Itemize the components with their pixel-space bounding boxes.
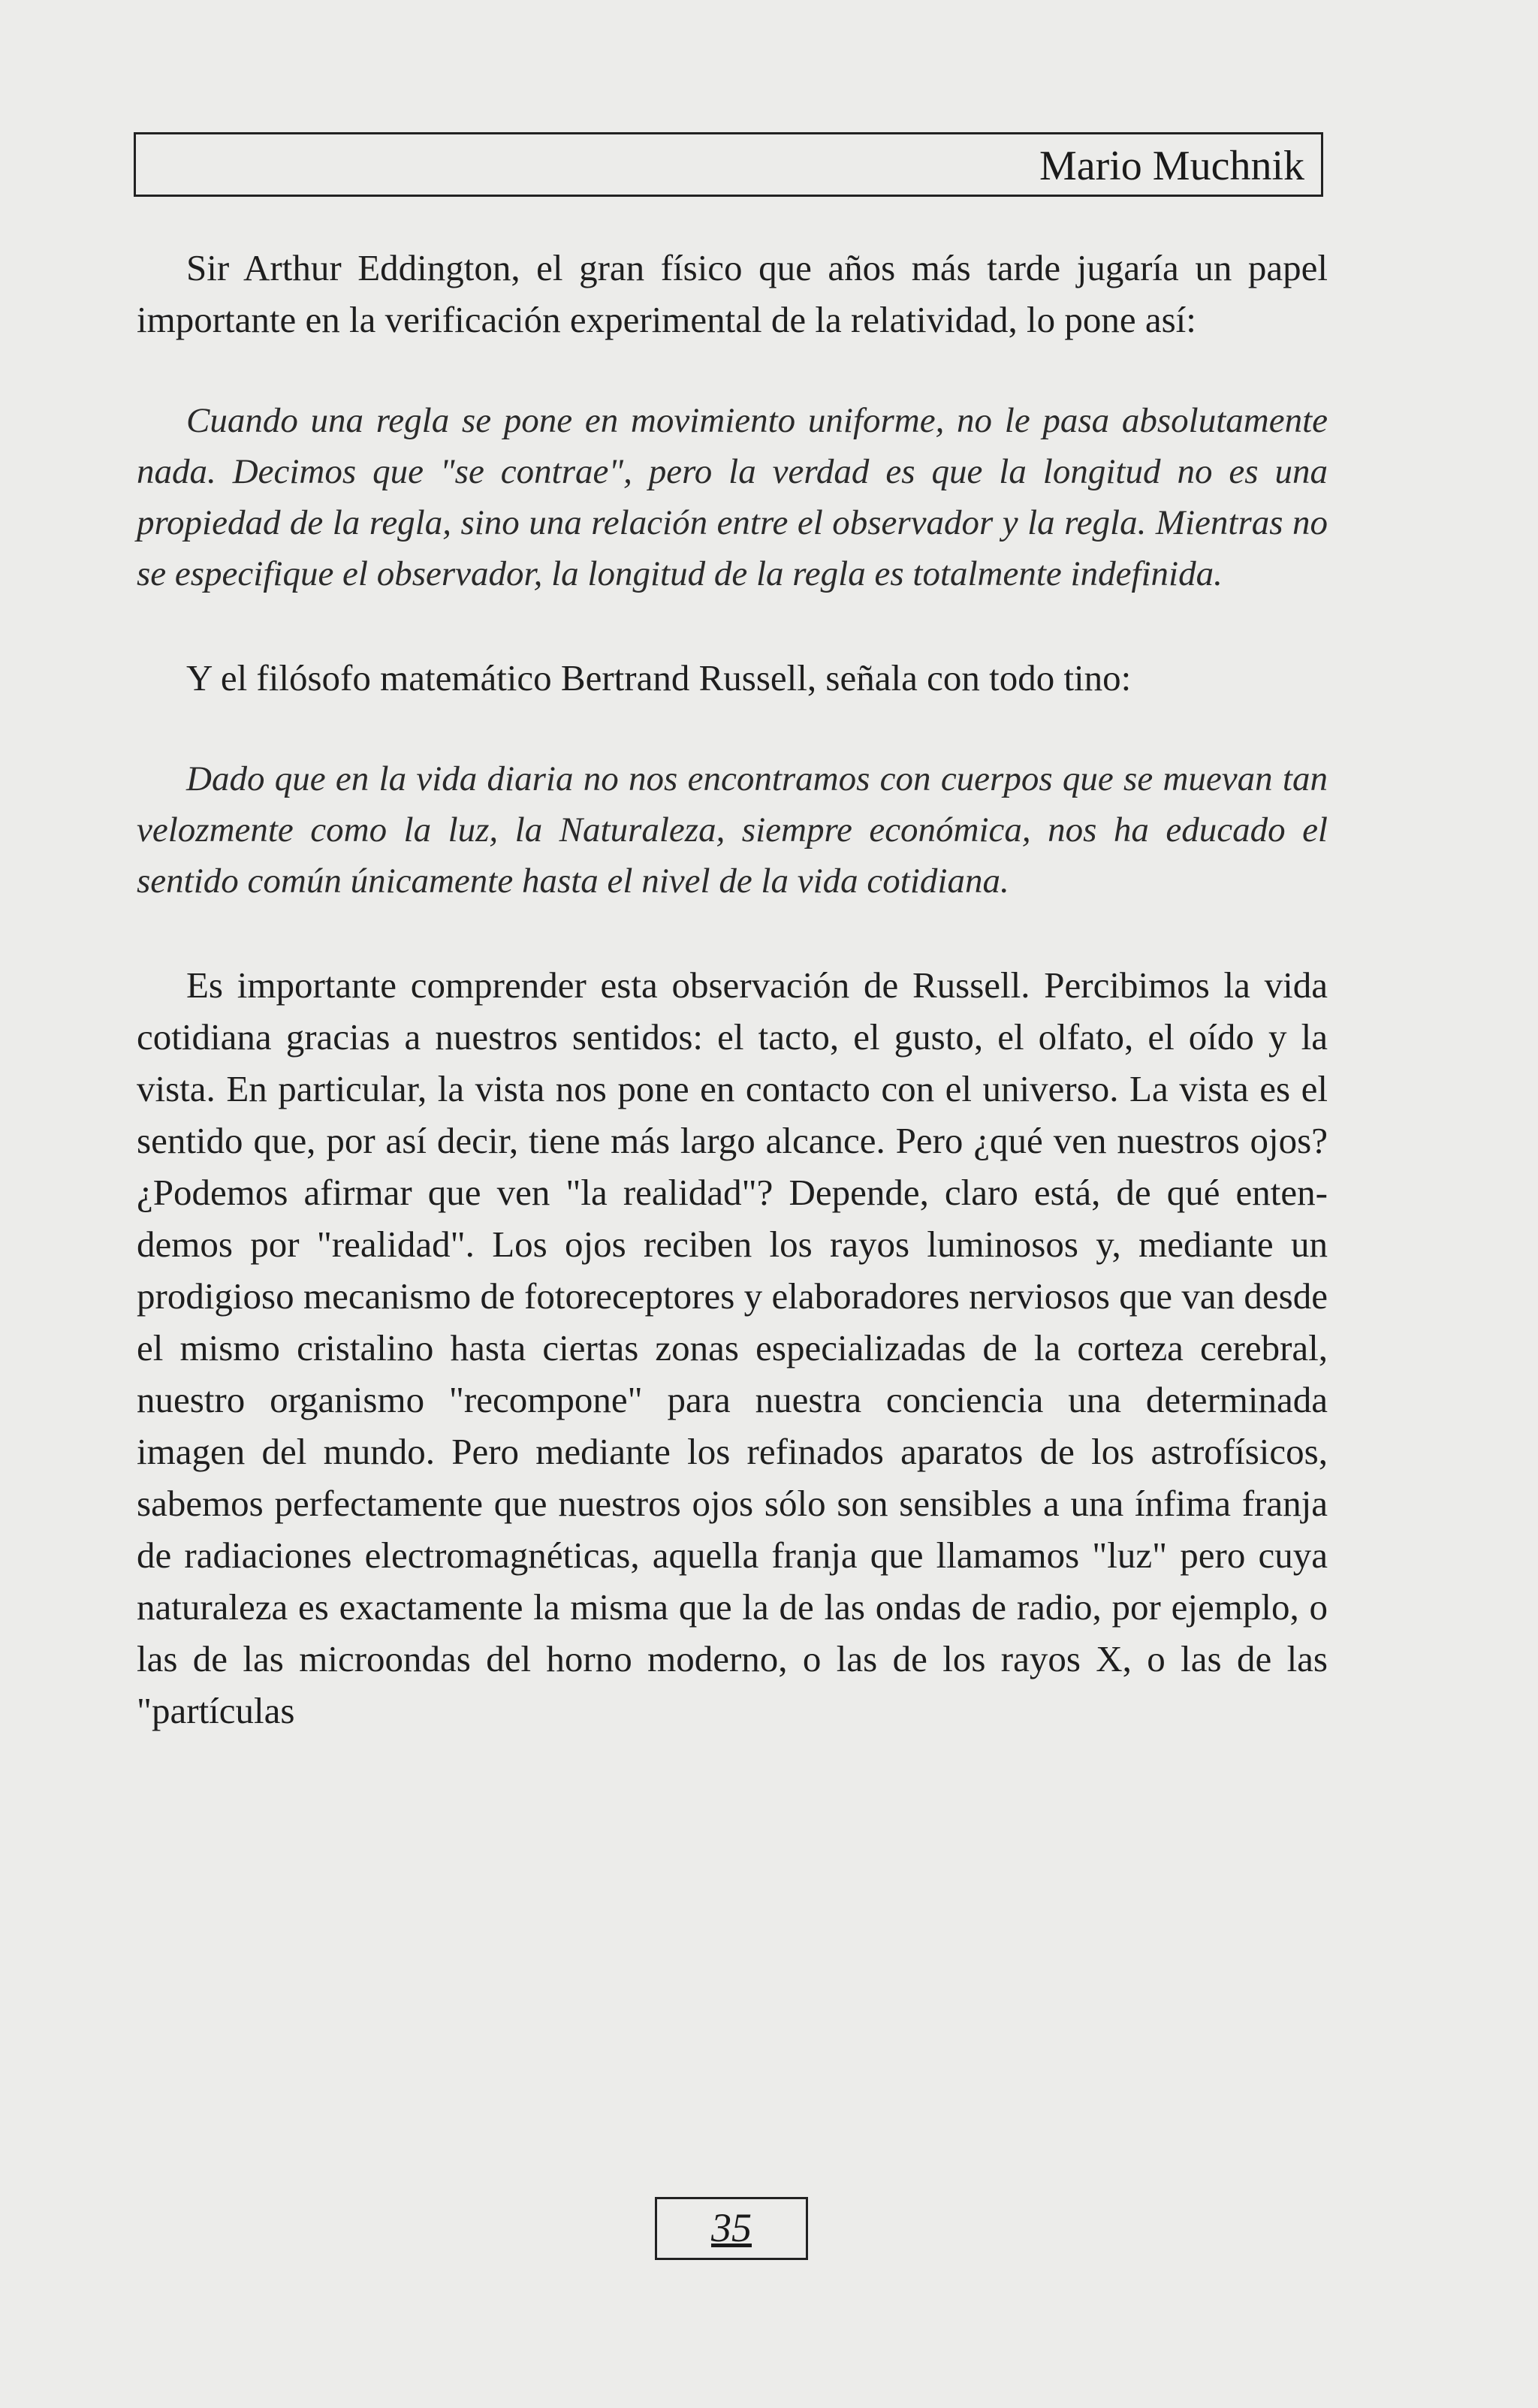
header-author: Mario Muchnik	[1039, 143, 1304, 189]
page-number: 35	[711, 2205, 752, 2250]
quote-russell: Dado que en la vida diaria no nos encontramos con cuerpos que se muevan tan velozmente como la luz, la Naturaleza, siempre económica, nos ha educado el sentido común únicamente hasta el nivel de la vida cotidiana.	[137, 759, 1328, 901]
quote-eddington: Cuando una regla se pone en movimiento uniforme, no le pasa absolutamente nada. Decimos que "se contrae", pero la verdad es que la longitud no es una propiedad de la regla, sino una relación entre el observador y la regla. Mientras no se especifique el observador, la longitud de la regla es totalmente indefinida.	[137, 401, 1328, 593]
running-header	[134, 132, 1323, 197]
paragraph-eddington-intro: Sir Arthur Eddington, el gran físico que años más tarde jugaría un papel importante en la verificación experimental de la relatividad, lo pone así:	[137, 247, 1328, 340]
body-text	[137, 242, 1328, 1737]
paragraph-russell-intro: Y el filósofo matemático Bertrand Russell, señala con todo tino:	[186, 657, 1132, 699]
page-number-box	[655, 2197, 808, 2260]
paragraph-perception: Es importante comprender esta observación de Russell. Percibimos la vida cotidiana gracias a nuestros sentidos: el tacto, el gusto, el olfato, el oído y la vista. En particular, la vista nos pone en contacto con el universo. La vista es el sentido que, por así decir, tiene más largo alcance. Pero ¿qué ven nuestros ojos? ¿Podemos afirmar que ven "la realidad"? Depende, claro está, de qué entendemos por "realidad". Los ojos reciben los rayos luminosos y, mediante un prodigioso mecanismo de fotoreceptores y elaboradores nerviosos que van desde el mismo cristalino hasta ciertas zonas especializadas de la corteza cerebral, nuestro organismo "recompone" para nuestra conciencia una determinada imagen del mundo. Pero mediante los refinados aparatos de los astrofísicos, sabemos perfectamente que nuestros ojos sólo son sensibles a una ínfima franja de radiaciones electromagnéticas, aquella franja que llamamos "luz" pero cuya naturaleza es exactamente la misma que la de las ondas de radio, por ejemplo, o las de las microondas del horno moderno, o las de los rayos X, o las de las "partículas	[137, 964, 1328, 1731]
